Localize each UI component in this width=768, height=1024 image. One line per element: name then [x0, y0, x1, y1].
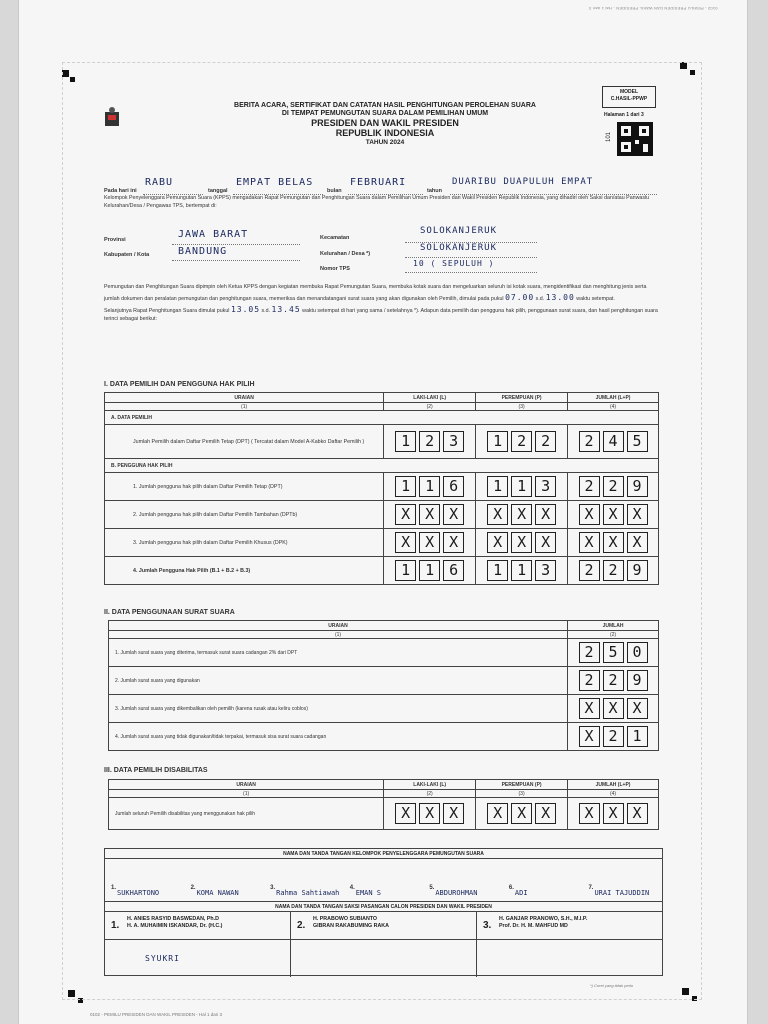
- col-perempuan: PEREMPUAN (P): [476, 393, 568, 403]
- s2-row4-label: 4. Jumlah surat suara yang tidak digunakan/tidak terpakai, termasuk sisa surat suara cadangan: [109, 723, 568, 751]
- row-b4-laki: 1 1 6: [384, 560, 475, 581]
- colnum: (1): [109, 790, 384, 798]
- col-jumlah: JUMLAH (L+P): [568, 393, 659, 403]
- document-header: [160, 102, 613, 146]
- time1-sd: s.d.: [535, 295, 545, 302]
- colnum: (2): [384, 403, 476, 411]
- col-uraian: URAIAN: [105, 393, 384, 403]
- kpps-signature-1: 1. SUKHARTONO: [111, 885, 160, 897]
- kpu-logo-icon: [104, 106, 120, 128]
- candidate-2: 2. H. PRABOWO SUBIANTO GIBRAN RAKABUMING RAKA: [291, 912, 477, 939]
- section-1-title: I. DATA PEMILIH DAN PENGGUNA HAK PILIH: [104, 381, 255, 388]
- colnum: (3): [476, 403, 568, 411]
- kpps-signature-2: 2. KOMA NAWAN: [190, 885, 239, 897]
- saksi-signature-title: NAMA DAN TANDA TANGAN SAKSI PASANGAN CALON PRESIDEN DAN WAKIL PRESIDEN: [105, 902, 662, 912]
- section-2-title: II. DATA PENGGUNAAN SURAT SUARA: [104, 609, 235, 616]
- row-b3-label: 3. Jumlah pengguna hak pilih dalam Daftar Pemilih Khusus (DPK): [105, 529, 384, 557]
- tahun-label: tahun: [427, 188, 442, 194]
- colnum: (1): [109, 631, 568, 639]
- s3-jumlah: X X X: [568, 803, 658, 824]
- col-laki: LAKI-LAKI (L): [384, 780, 476, 790]
- hari-value: RABU: [145, 177, 174, 188]
- header-line-4: REPUBLIK INDONESIA: [335, 128, 435, 139]
- col-laki: LAKI-LAKI (L): [384, 393, 476, 403]
- s3-row-label: Jumlah seluruh Pemilih disabilitas yang menggunakan hak pilih: [109, 798, 384, 830]
- model-box: [602, 86, 656, 108]
- col-uraian: URAIAN: [109, 780, 384, 790]
- time1-suffix: waktu setempat.: [576, 295, 615, 302]
- time2-end: 13.45: [271, 304, 301, 314]
- row-b4-jumlah: 2 2 9: [568, 560, 658, 581]
- colnum: (2): [568, 631, 659, 639]
- form-code: 101: [606, 131, 613, 143]
- row-b1-jumlah: 2 2 9: [568, 476, 658, 497]
- header-line-3: PRESIDEN DAN WAKIL PRESIDEN: [311, 118, 459, 129]
- saksi-signature-row: [105, 940, 662, 977]
- model-code: C.HASIL-PPWP: [610, 95, 648, 102]
- intro-text-2: Pemungutan dan Penghitungan Suara dipimpin oleh Ketua KPPS dengan kegiatan membuka Rapat Pemungutan Suara, membuka kotak suara dan mengeluarkan seluruh isi kotak suara, mengidentifikasi dan menghitung jenis serta jumlah dokumen dan peralatan pemungutan dan penghitungan suara, memeriksa dan menandatangani surat suara yang akan digunakan oleh Pemilih, dimulai pada pukul: [104, 284, 647, 302]
- tahun-value: DUARIBU DUAPULUH EMPAT: [452, 177, 594, 187]
- group-b-title: B. PENGGUNA HAK PILIH: [105, 459, 659, 473]
- row-b3-jumlah: X X X: [568, 532, 658, 553]
- header-line-2: DI TEMPAT PEMUNGUTAN SUARA DALAM PEMILIHAN UMUM: [281, 110, 489, 118]
- row-b1-label: 1. Jumlah pengguna hak pilih dalam Daftar Pemilih Tetap (DPT): [105, 473, 384, 501]
- row-b2-jumlah: X X X: [568, 504, 658, 525]
- row-a-perempuan: 1 2 2: [476, 431, 567, 452]
- kelurahan-label: Kelurahan / Desa *): [320, 251, 371, 257]
- candidate-row: [105, 912, 662, 940]
- s2-row3-label: 3. Jumlah surat suara yang dikembalikan oleh pemilih (karena rusak atau keliru coblos): [109, 695, 568, 723]
- intro-paragraph-2: [104, 284, 659, 324]
- row-b4-perempuan: 1 1 3: [476, 560, 567, 581]
- kpps-signature-3: 3. Rahma Sahtiawah: [270, 885, 340, 897]
- kpps-signature-7: 7. URAI TAJUDDIN: [588, 885, 650, 897]
- row-b3-perempuan: X X X: [476, 532, 567, 553]
- time2-suffix: waktu setempat di hari yang sama / setelahnya *). Adapun data pemilih dan pengguna hak pilih, penggunaan surat suara, dan hasil penghitungan suara terinci sebagai berikut:: [104, 307, 658, 322]
- tps-value: 10 ( SEPULUH ): [413, 259, 495, 268]
- col-jumlah: JUMLAH (L+P): [568, 780, 659, 790]
- s2-row2-value: 2 2 9: [568, 670, 658, 691]
- tanggal-label: tanggal: [208, 188, 228, 194]
- kpps-signature-4: 4. EMAN S: [349, 885, 382, 897]
- row-a-label: Jumlah Pemilih dalam Daftar Pemilih Tetap (DPT) ( Tercatat dalam Model A-Kabko Daftar Pemilih ): [105, 425, 384, 459]
- header-line-1: BERITA ACARA, SERTIFIKAT DAN CATATAN HASIL PENGHITUNGAN PEROLEHAN SUARA: [234, 102, 536, 109]
- row-b3-laki: X X X: [384, 532, 475, 553]
- row-b1-perempuan: 1 1 3: [476, 476, 567, 497]
- row-b2-perempuan: X X X: [476, 504, 567, 525]
- row-a-laki: 1 2 3: [384, 431, 475, 452]
- bulan-label: bulan: [327, 188, 342, 194]
- section-3-title: III. DATA PEMILIH DISABILITAS: [104, 767, 208, 774]
- pada-hari-label: Pada hari ini: [104, 188, 137, 194]
- s2-row3-value: X X X: [568, 698, 658, 719]
- s2-row2-label: 2. Jumlah surat suara yang digunakan: [109, 667, 568, 695]
- intro-paragraph-1: Kelompok Penyelenggara Pemungutan Suara (KPPS) mengadakan Rapat Pemungutan dan Penghitungan Suara dalam Pemilihan Umum Presiden dan Wakil Presiden Republik Indonesia, yang dihadiri oleh Saksi dan/atau Panwaslu Kelurahan/Desa / Pengawas TPS, bertempat di:: [104, 195, 650, 209]
- section-3-table: [108, 779, 659, 830]
- provinsi-value: JAWA BARAT: [178, 229, 249, 240]
- colnum: (3): [476, 790, 568, 798]
- tanggal-value: EMPAT BELAS: [236, 177, 314, 188]
- kecamatan-label: Kecamatan: [320, 235, 350, 241]
- time2-sd: s.d.: [261, 307, 271, 314]
- section-2-table: [108, 620, 659, 751]
- row-b2-label: 2. Jumlah pengguna hak pilih dalam Daftar Pemilih Tambahan (DPTb): [105, 501, 384, 529]
- col-uraian: URAIAN: [109, 621, 568, 631]
- time1-start: 07.00: [505, 292, 535, 302]
- kpps-signature-6: 6. ADI: [508, 885, 528, 897]
- s2-row4-value: X 2 1: [568, 726, 658, 747]
- kabupaten-label: Kabupaten / Kota: [104, 252, 150, 258]
- kecamatan-value: SOLOKANJERUK: [420, 226, 498, 236]
- top-strip-text: 0102 - PEMILU PRESIDEN DAN WAKIL PRESIDEN - Hal 1 dari 3: [588, 6, 717, 11]
- model-label: MODEL: [619, 89, 639, 95]
- colnum: (1): [105, 403, 384, 411]
- colnum: (2): [384, 790, 476, 798]
- s3-laki: X X X: [384, 803, 475, 824]
- footnote: *) Coret yang tidak perlu: [590, 983, 634, 988]
- s2-row1-value: 2 5 0: [568, 642, 658, 663]
- footer-text: 0102 - PEMILU PRESIDEN DAN WAKIL PRESIDEN - Hal 1 dari 3: [90, 1012, 222, 1017]
- s2-row1-label: 1. Jumlah surat suara yang diterima, termasuk surat suara cadangan 2% dari DPT: [109, 639, 568, 667]
- section-1-table: [104, 392, 659, 585]
- candidate-1: 1. H. ANIES RASYID BASWEDAN, Ph.D H. A. MUHAIMIN ISKANDAR, Dr. (H.C.): [105, 912, 291, 939]
- saksi-signature-1: SYUKRI: [105, 940, 291, 977]
- saksi-signature-2: [291, 940, 477, 977]
- kabupaten-value: BANDUNG: [178, 246, 228, 257]
- time1-end: 13.00: [545, 292, 575, 302]
- kelurahan-value: SOLOKANJERUK: [420, 243, 498, 253]
- col-jumlah: JUMLAH: [568, 621, 659, 631]
- candidate-3: 3. H. GANJAR PRANOWO, S.H., M.I.P. Prof. Dr. H. M. MAHFUD MD: [483, 916, 588, 931]
- row-b1-laki: 1 1 6: [384, 476, 475, 497]
- intro-text-3: Selanjutnya Rapat Penghitungan Suara dimulai pukul: [104, 307, 230, 314]
- group-a-title: A. DATA PEMILIH: [105, 411, 659, 425]
- time2-start: 13.05: [230, 304, 261, 314]
- colnum: (4): [568, 790, 659, 798]
- saksi-signature-3: [477, 940, 662, 977]
- header-line-5: TAHUN 2024: [365, 138, 405, 146]
- page-indicator: Halaman 1 dari 3: [604, 112, 644, 118]
- kpps-signature-title: NAMA DAN TANDA TANGAN KELOMPOK PENYELENGGARA PEMUNGUTAN SUARA: [105, 849, 662, 859]
- bulan-value: FEBRUARI: [350, 177, 407, 188]
- provinsi-label: Provinsi: [104, 237, 126, 243]
- row-a-jumlah: 2 4 5: [568, 431, 658, 452]
- signature-block: [104, 848, 663, 976]
- col-perempuan: PEREMPUAN (P): [476, 780, 568, 790]
- kpps-signature-row: [105, 859, 662, 902]
- colnum: (4): [568, 403, 659, 411]
- kpps-signature-5: 5. ABDUROHMAN: [429, 885, 478, 897]
- s3-perempuan: X X X: [476, 803, 567, 824]
- qr-code-icon: [617, 122, 653, 156]
- row-b2-laki: X X X: [384, 504, 475, 525]
- row-b4-label: 4. Jumlah Pengguna Hak Pilih (B.1 + B.2 + B.3): [105, 557, 384, 585]
- tps-label: Nomor TPS: [320, 266, 350, 272]
